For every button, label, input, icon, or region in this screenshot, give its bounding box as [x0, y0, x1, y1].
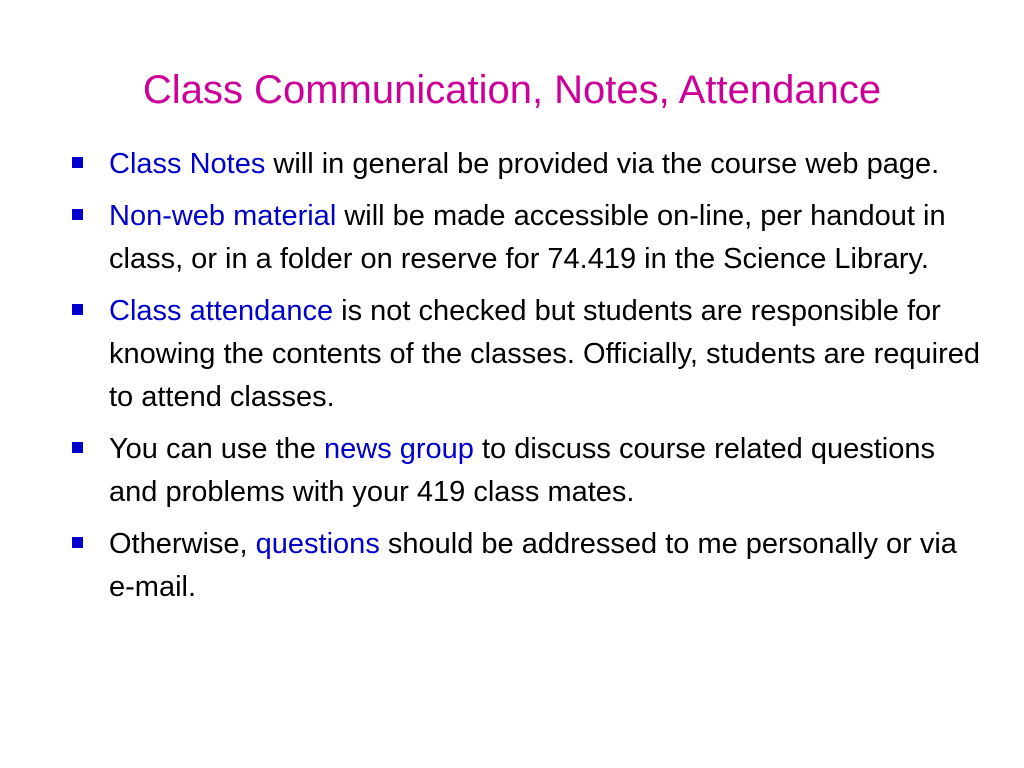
bullet-text-post: to discuss course related questions and problems with your 419 class mates. — [109, 433, 935, 508]
bullet-item-class-attendance — [70, 290, 980, 419]
square-bullet-icon — [72, 442, 83, 453]
bullet-list — [70, 143, 980, 618]
bullet-highlight: Class Notes — [109, 148, 266, 180]
bullet-text-pre: You can use the — [109, 433, 324, 465]
bullet-highlight: news group — [324, 433, 474, 465]
bullet-text-post: will be made accessible on-line, per handout in class, or in a folder on reserve for 74.419 in the Science Library. — [109, 200, 946, 275]
square-bullet-icon — [72, 209, 83, 220]
bullet-item-non-web-material — [70, 195, 980, 281]
bullet-text-pre: Otherwise, — [109, 528, 256, 560]
square-bullet-icon — [72, 157, 83, 168]
bullet-highlight: questions — [255, 528, 380, 560]
bullet-item-class-notes — [70, 143, 980, 186]
slide-title: Class Communication, Notes, Attendance — [142, 68, 882, 112]
bullet-text-post: will in general be provided via the course web page. — [265, 148, 940, 180]
square-bullet-icon — [72, 537, 83, 548]
bullet-item-news-group — [70, 428, 980, 514]
bullet-item-questions — [70, 523, 980, 609]
bullet-text-post: should be addressed to me personally or via e-mail. — [109, 528, 957, 603]
bullet-text-post: is not checked but students are responsible for knowing the contents of the classes. Officially, students are required to attend classes. — [109, 295, 981, 413]
square-bullet-icon — [72, 304, 83, 315]
bullet-highlight: Class attendance — [109, 295, 334, 327]
bullet-highlight: Non-web material — [109, 200, 337, 232]
